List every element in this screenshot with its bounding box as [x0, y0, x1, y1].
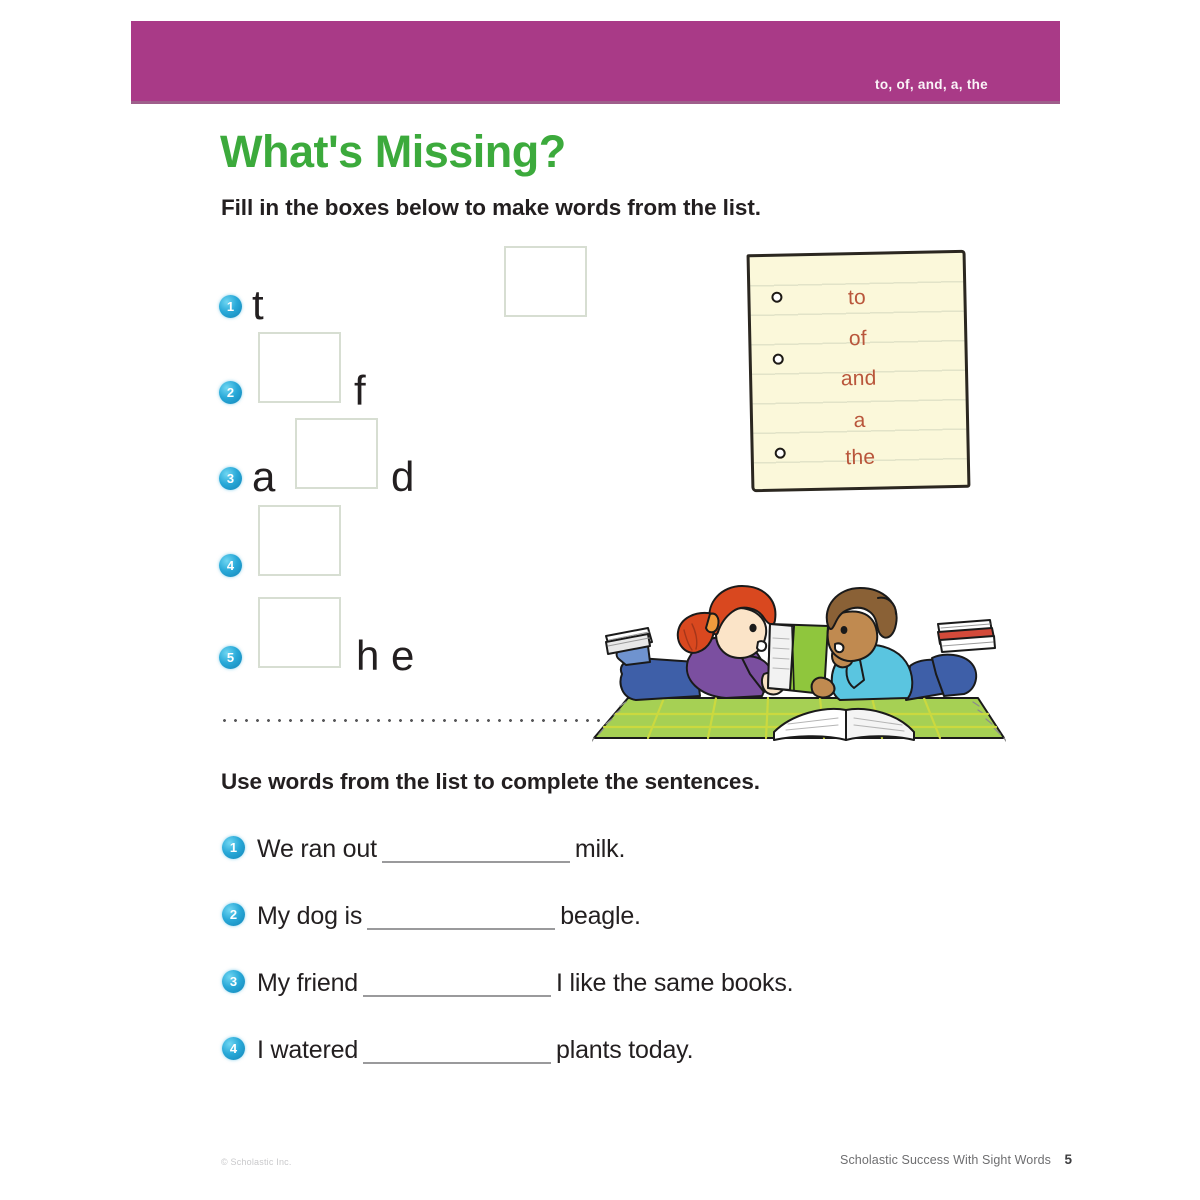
puzzle-number-badge: 3 [219, 467, 242, 490]
sentence-text-after: plants today. [556, 1036, 694, 1064]
answer-box[interactable] [258, 505, 341, 576]
puzzle-number-badge: 4 [219, 554, 242, 577]
puzzle-letter-before: t [252, 281, 264, 328]
sentence-blank[interactable] [363, 970, 551, 997]
sentence-row [222, 900, 641, 934]
word-list-item: and [840, 366, 877, 391]
sentence-text-before: My dog is [257, 902, 363, 930]
answer-box[interactable] [258, 597, 341, 668]
footer-book-title: Scholastic Success With Sight Words [840, 1153, 1051, 1167]
sentence-text-after: I like the same books. [556, 969, 794, 997]
puzzle-letter-after: h e [356, 632, 415, 679]
sentence-text-after: milk. [574, 835, 626, 863]
sentence-text-before: I watered [257, 1036, 359, 1064]
word-list-item: to [847, 285, 867, 310]
sentence-row [222, 967, 793, 1001]
page-title: What's Missing? [220, 126, 566, 177]
header-eyebrow-text: to, of, and, a, the [875, 77, 988, 92]
dotted-divider [219, 719, 601, 722]
puzzle-number-badge: 1 [219, 295, 242, 318]
word-list-item: the [845, 445, 876, 470]
word-list-item: a [853, 408, 866, 433]
sentence-number-badge: 2 [222, 903, 245, 926]
puzzle-letter-after: d [391, 453, 415, 500]
footer-page-number: 5 [1064, 1152, 1072, 1167]
answer-box[interactable] [258, 332, 341, 403]
sentence-number-badge: 4 [222, 1037, 245, 1060]
puzzle-number-badge: 5 [219, 646, 242, 669]
word-list-item: of [848, 326, 868, 351]
sentence-text-after: beagle. [560, 902, 641, 930]
answer-box[interactable] [295, 418, 378, 489]
sentence-row [222, 1034, 693, 1068]
sentence-blank[interactable] [363, 1037, 551, 1064]
sentence-blank[interactable] [382, 836, 570, 863]
puzzle-letter-before: a [252, 453, 276, 500]
word-list-notepad [747, 250, 971, 493]
puzzle-letter-after: f [354, 367, 366, 414]
sentence-row [222, 833, 625, 867]
instruction-fill-boxes: Fill in the boxes below to make words from the list. [221, 195, 761, 220]
sentence-number-badge: 1 [222, 836, 245, 859]
sentence-text-before: My friend [257, 969, 359, 997]
children-reading-illustration [592, 562, 1006, 748]
answer-box[interactable] [504, 246, 587, 317]
sentence-number-badge: 3 [222, 970, 245, 993]
sentence-blank[interactable] [367, 903, 555, 930]
puzzle-number-badge: 2 [219, 381, 242, 404]
header-band [131, 21, 1060, 101]
instruction-complete-sentences: Use words from the list to complete the sentences. [221, 769, 760, 794]
footer-copyright: © Scholastic Inc. [221, 1157, 292, 1167]
sentence-text-before: We ran out [257, 835, 377, 863]
